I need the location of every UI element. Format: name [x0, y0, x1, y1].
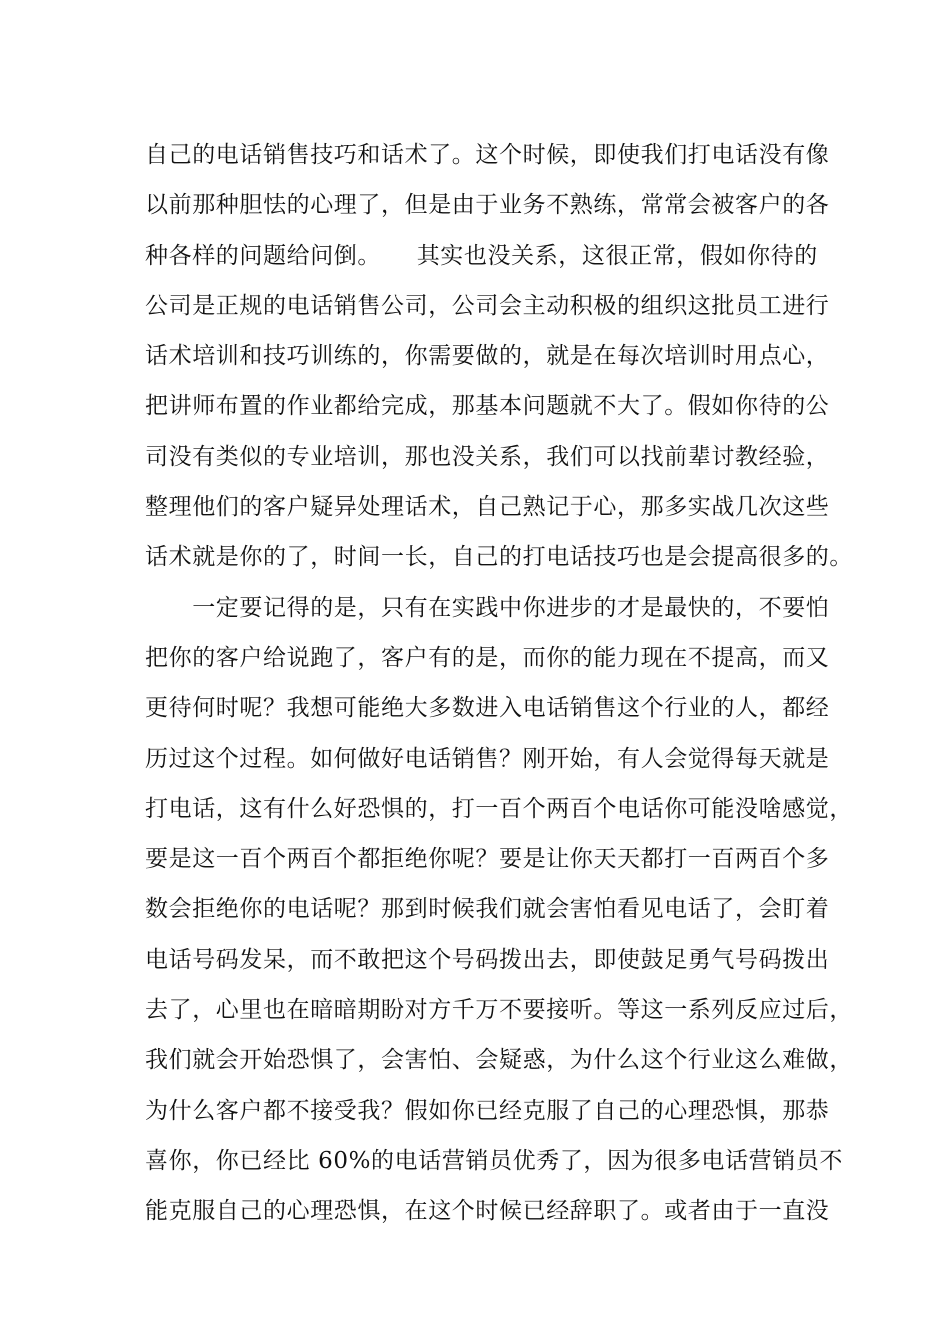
text-line: 为什么客户都不接受我？假如你已经克服了自己的心理恐惧，那恭: [145, 1097, 830, 1124]
text-line: 数会拒绝你的电话呢？那到时候我们就会害怕看见电话了，会盯着: [145, 896, 830, 923]
text-line: 喜你，你已经比 60%的电话营销员优秀了，因为很多电话营销员不: [145, 1147, 844, 1174]
body-text: [145, 130, 853, 1237]
text-line: 能克服自己的心理恐惧，在这个时候已经辞职了。或者由于一直没: [145, 1198, 830, 1225]
text-line: 以前那种胆怯的心理了，但是由于业务不熟练，常常会被客户的各: [145, 192, 830, 219]
text-line: 电话号码发呆，而不敢把这个号码拨出去，即使鼓足勇气号码拨出: [145, 946, 830, 973]
text-line: 更待何时呢？我想可能绝大多数进入电话销售这个行业的人，都经: [145, 695, 830, 722]
text-line: 打电话，这有什么好恐惧的，打一百个两百个电话你可能没啥感觉，: [145, 795, 853, 822]
text-line: 话术培训和技巧训练的，你需要做的，就是在每次培训时用点心，: [145, 343, 830, 370]
text-line: 要是这一百个两百个都拒绝你呢？要是让你天天都打一百两百个多: [145, 846, 830, 873]
text-line: 历过这个过程。如何做好电话销售？刚开始，有人会觉得每天就是: [145, 745, 830, 772]
text-line: 话术就是你的了，时间一长，自己的打电话技巧也是会提高很多的。: [145, 544, 853, 571]
text-line: 我们就会开始恐惧了，会害怕、会疑惑，为什么这个行业这么难做，: [145, 1047, 853, 1074]
text-line: 司没有类似的专业培训，那也没关系，我们可以找前辈讨教经验，: [145, 443, 830, 470]
text-line: 把讲师布置的作业都给完成，那基本问题就不大了。假如你待的公: [145, 393, 830, 420]
text-line: 去了，心里也在暗暗期盼对方千万不要接听。等这一系列反应过后，: [145, 997, 853, 1024]
text-line: 种各样的问题给问倒。 其实也没关系，这很正常，假如你待的: [145, 242, 818, 269]
text-line: 自己的电话销售技巧和话术了。这个时候，即使我们打电话没有像: [145, 142, 830, 168]
text-line: 整理他们的客户疑异处理话术，自己熟记于心，那多实战几次这些: [145, 494, 830, 521]
text-line: 一定要记得的是，只有在实践中你进步的才是最快的，不要怕: [145, 594, 830, 621]
text-line: 公司是正规的电话销售公司，公司会主动积极的组织这批员工进行: [145, 292, 830, 319]
text-line: 把你的客户给说跑了，客户有的是，而你的能力现在不提高，而又: [145, 644, 830, 671]
